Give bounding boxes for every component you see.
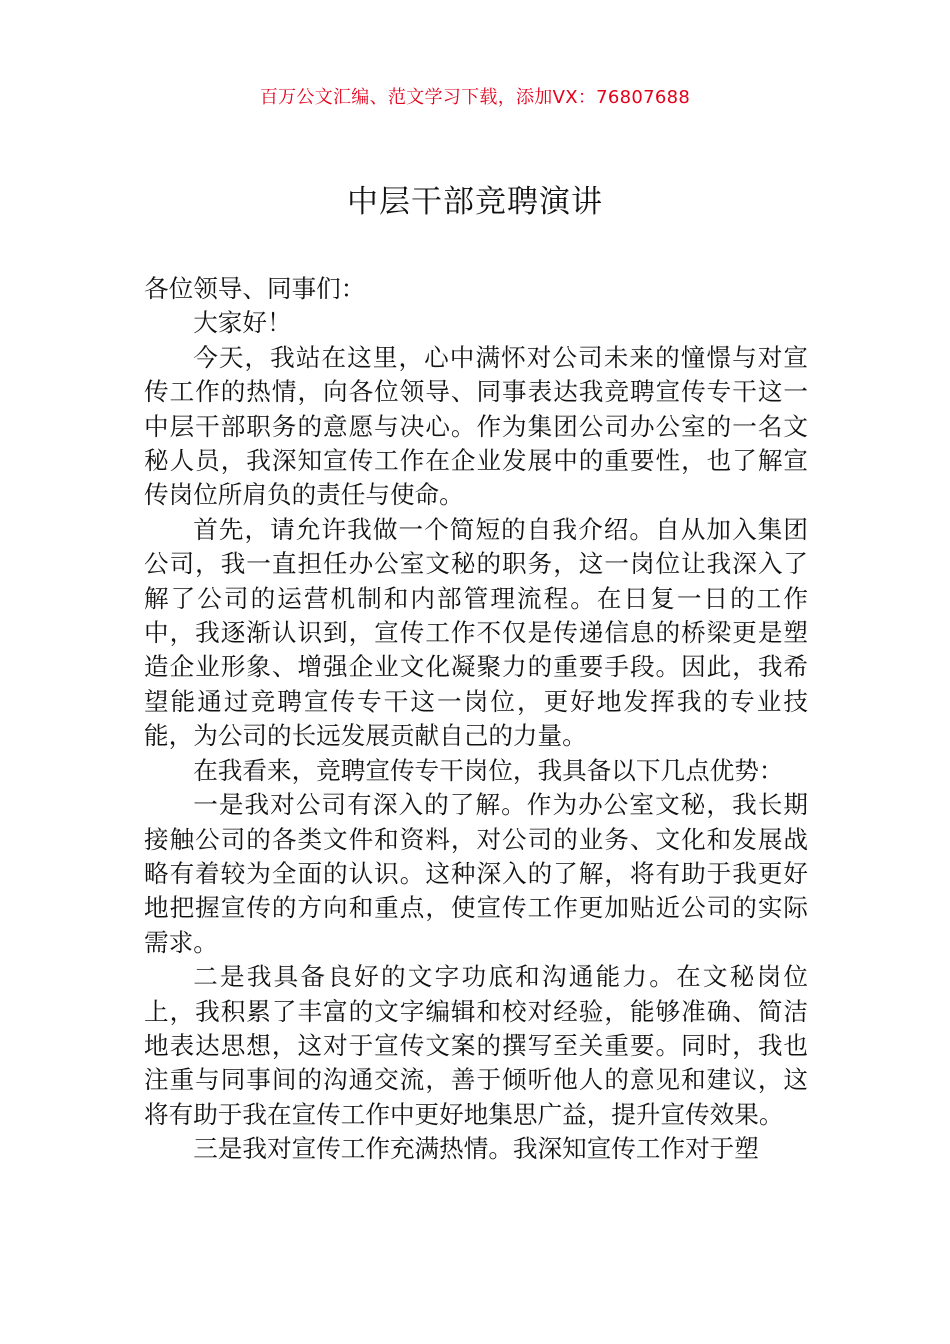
paragraph-advantage-two: 二是我具备良好的文字功底和沟通能力。在文秘岗位上，我积累了丰富的文字编辑和校对经验，能够准确、简洁地表达思想，这对于宣传文案的撰写至关重要。同时，我也注重与同事间的沟通交流，善于倾听他人的意见和建议，这将有助于我在宣传工作中更好地集思广益，提升宣传效果。 [144,962,808,1129]
paragraph-advantage-three: 三是我对宣传工作充满热情。我深知宣传工作对于塑 [193,1134,759,1164]
paragraph-self-introduction: 首先，请允许我做一个简短的自我介绍。自从加入集团公司，我一直担任办公室文秘的职务，这一岗位让我深入了解了公司的运营机制和内部管理流程。在日复一日的工作中，我逐渐认识到，宣传工作不仅是传递信息的桥梁更是塑造企业形象、增强企业文化凝聚力的重要手段。因此，我希望能通过竞聘宣传专干这一岗位，更好地发挥我的专业技能，为公司的长远发展贡献自己的力量。 [144,514,808,751]
header-note: 百万公文汇编、范文学习下载，添加VX：76807688 [259,87,691,108]
page-title: 中层干部竞聘演讲 [347,184,603,220]
paragraph-greeting: 大家好！ [193,308,292,338]
salutation: 各位领导、同事们： [144,274,366,303]
paragraph-advantages-lead: 在我看来，竞聘宣传专干岗位，我具备以下几点优势： [193,755,784,785]
paragraph-advantage-one: 一是我对公司有深入的了解。作为办公室文秘，我长期接触公司的各类文件和资料，对公司的业务、文化和发展战略有着较为全面的认识。这种深入的了解，将有助于我更好地把握宣传的方向和重点，使宣传工作更加贴近公司的实际需求。 [144,790,808,957]
paragraph-intro: 今天，我站在这里，心中满怀对公司未来的憧憬与对宣传工作的热情，向各位领导、同事表达我竞聘宣传专干这一中层干部职务的意愿与决心。作为集团公司办公室的一名文秘人员，我深知宣传工作在企业发展中的重要性，也了解宣传岗位所肩负的责任与使命。 [144,342,808,510]
document-body [144,272,808,1167]
